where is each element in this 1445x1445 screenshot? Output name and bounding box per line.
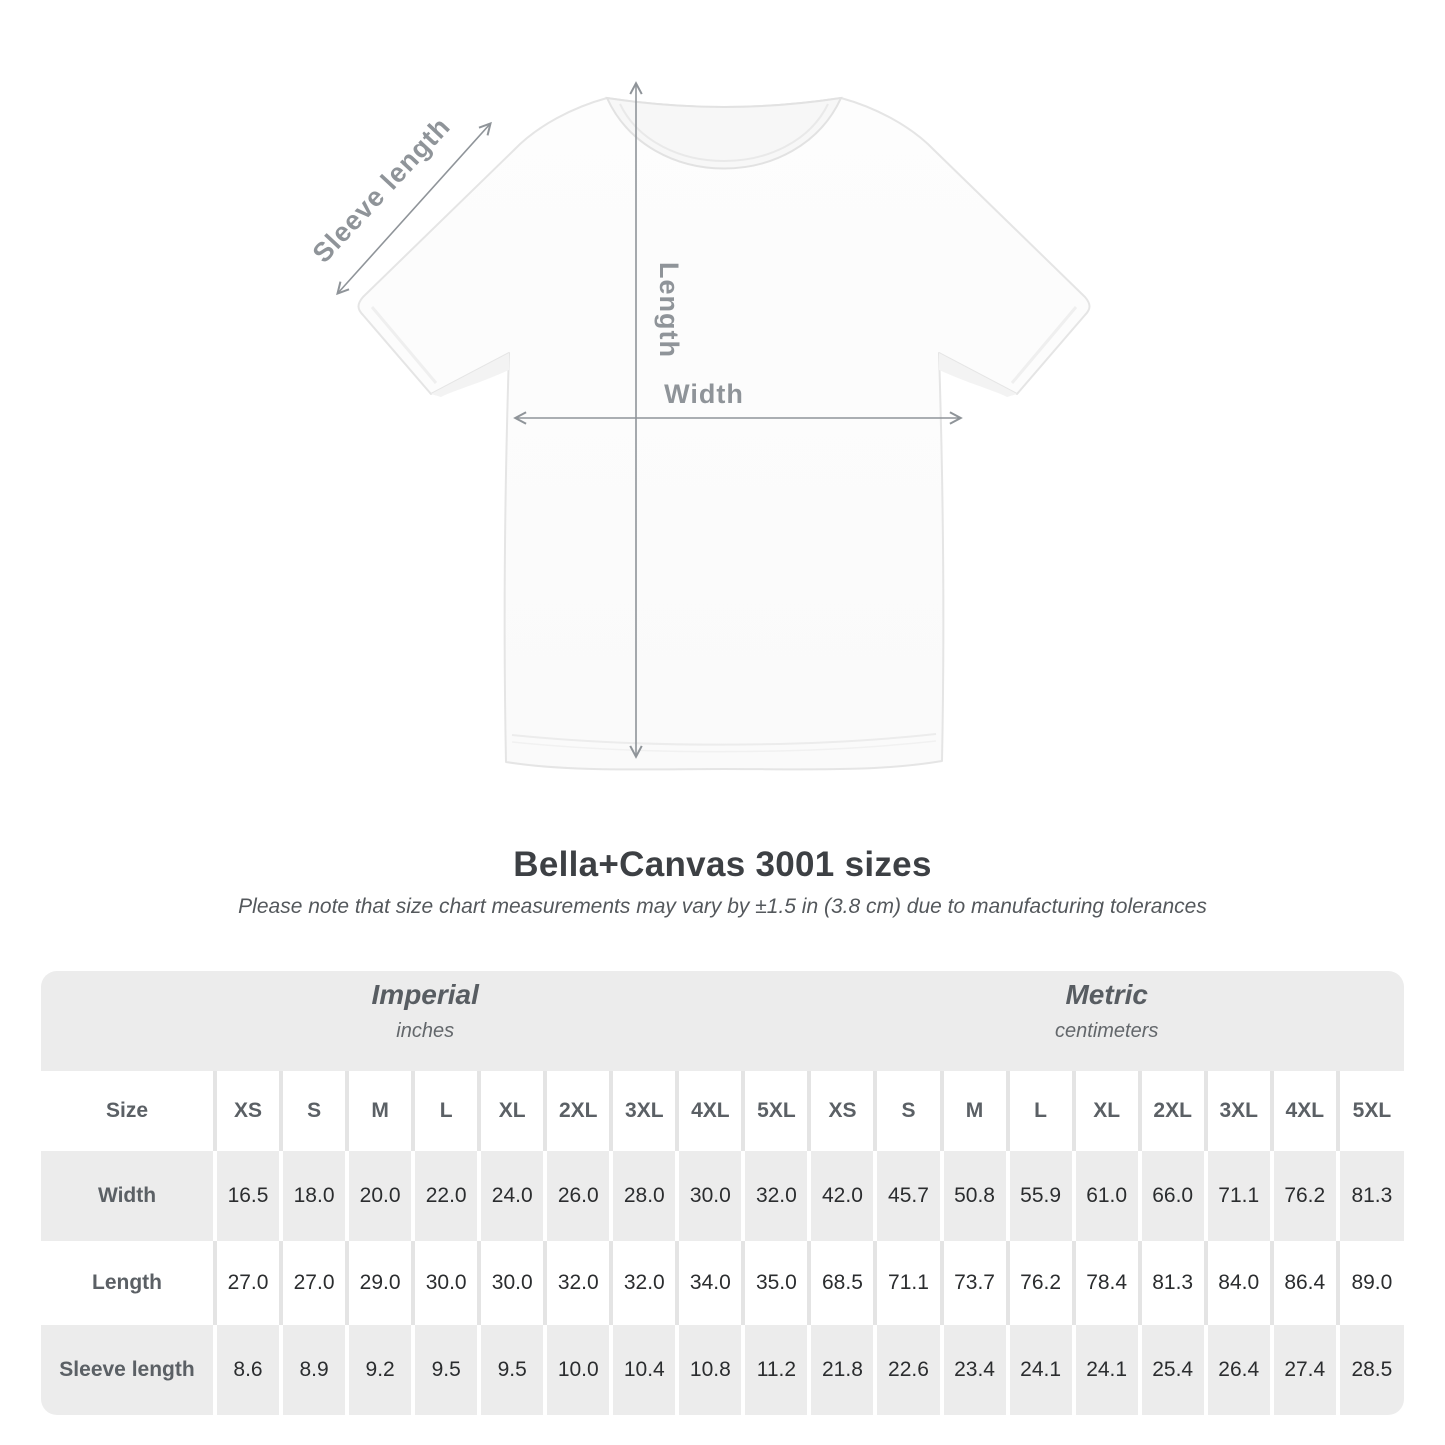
- value-cell: 68.5: [809, 1241, 875, 1325]
- size-column-header: Size: [105, 1099, 149, 1122]
- value-cell: 81.3: [1140, 1241, 1206, 1325]
- value-cell: 45.7: [875, 1151, 941, 1241]
- value-cell: 32.0: [611, 1241, 677, 1325]
- value-cell: 8.6: [215, 1325, 281, 1415]
- metric-unit: centimeters: [1055, 1020, 1159, 1042]
- row-label-length: Length: [92, 1271, 162, 1294]
- row-label-width: Width: [97, 1184, 157, 1207]
- sleeve-length-row: [41, 1325, 1404, 1415]
- value-cell: 25.4: [1140, 1325, 1206, 1415]
- value-cell: 30.0: [479, 1241, 545, 1325]
- imperial-label: Imperial: [371, 979, 479, 1010]
- width-row: [41, 1151, 1404, 1241]
- length-label: Length: [654, 262, 684, 358]
- value-cell: 21.8: [809, 1325, 875, 1415]
- value-cell: 84.0: [1206, 1241, 1272, 1325]
- imperial-unit: inches: [396, 1020, 455, 1042]
- tolerance-note: Please note that size chart measurements may vary by ±1.5 in (3.8 cm) due to manufacturing tolerances: [238, 895, 1207, 918]
- value-cell: 24.1: [1074, 1325, 1140, 1415]
- value-cell: 32.0: [743, 1151, 809, 1241]
- value-cell: 71.1: [1206, 1151, 1272, 1241]
- value-cell: 28.5: [1338, 1325, 1404, 1415]
- value-cell: 24.1: [1008, 1325, 1074, 1415]
- value-cell: 61.0: [1074, 1151, 1140, 1241]
- size-header: L: [1008, 1071, 1074, 1151]
- value-cell: 30.0: [677, 1151, 743, 1241]
- value-cell: 32.0: [545, 1241, 611, 1325]
- size-header: 2XL: [1140, 1071, 1206, 1151]
- size-header: XS: [809, 1071, 875, 1151]
- value-cell: 89.0: [1338, 1241, 1404, 1325]
- size-header: 5XL: [743, 1071, 809, 1151]
- value-cell: 9.5: [479, 1325, 545, 1415]
- value-cell: 27.4: [1272, 1325, 1338, 1415]
- size-header: S: [281, 1071, 347, 1151]
- tshirt-body: [359, 98, 1090, 769]
- size-header: XL: [479, 1071, 545, 1151]
- value-cell: 10.0: [545, 1325, 611, 1415]
- width-label: Width: [664, 379, 744, 409]
- value-cell: 28.0: [611, 1151, 677, 1241]
- size-header: S: [875, 1071, 941, 1151]
- imperial-group-header: [41, 971, 809, 1071]
- size-header: 4XL: [677, 1071, 743, 1151]
- length-row: [41, 1241, 1404, 1325]
- size-header: L: [413, 1071, 479, 1151]
- size-header-row: [41, 1071, 1404, 1151]
- value-cell: 35.0: [743, 1241, 809, 1325]
- value-cell: 81.3: [1338, 1151, 1404, 1241]
- value-cell: 20.0: [347, 1151, 413, 1241]
- value-cell: 11.2: [743, 1325, 809, 1415]
- value-cell: 8.9: [281, 1325, 347, 1415]
- value-cell: 50.8: [942, 1151, 1008, 1241]
- value-cell: 22.6: [875, 1325, 941, 1415]
- value-cell: 27.0: [281, 1241, 347, 1325]
- size-table: [41, 971, 1404, 1415]
- size-header: M: [942, 1071, 1008, 1151]
- value-cell: 66.0: [1140, 1151, 1206, 1241]
- size-header: 5XL: [1338, 1071, 1404, 1151]
- value-cell: 86.4: [1272, 1241, 1338, 1325]
- sleeve-length-label: Sleeve length: [306, 111, 457, 269]
- value-cell: 76.2: [1272, 1151, 1338, 1241]
- metric-label: Metric: [1065, 979, 1148, 1010]
- size-header: M: [347, 1071, 413, 1151]
- value-cell: 16.5: [215, 1151, 281, 1241]
- size-header: 3XL: [1206, 1071, 1272, 1151]
- size-header: 2XL: [545, 1071, 611, 1151]
- value-cell: 22.0: [413, 1151, 479, 1241]
- page-title: Bella+Canvas 3001 sizes: [513, 845, 932, 884]
- size-header: 3XL: [611, 1071, 677, 1151]
- value-cell: 34.0: [677, 1241, 743, 1325]
- size-header: XS: [215, 1071, 281, 1151]
- value-cell: 9.5: [413, 1325, 479, 1415]
- value-cell: 71.1: [875, 1241, 941, 1325]
- size-header: XL: [1074, 1071, 1140, 1151]
- value-cell: 30.0: [413, 1241, 479, 1325]
- metric-group-header: [809, 971, 1404, 1071]
- row-label-sleeve-length: Sleeve length: [59, 1358, 195, 1381]
- value-cell: 10.4: [611, 1325, 677, 1415]
- value-cell: 78.4: [1074, 1241, 1140, 1325]
- value-cell: 18.0: [281, 1151, 347, 1241]
- value-cell: 73.7: [942, 1241, 1008, 1325]
- value-cell: 55.9: [1008, 1151, 1074, 1241]
- size-header: 4XL: [1272, 1071, 1338, 1151]
- value-cell: 29.0: [347, 1241, 413, 1325]
- value-cell: 10.8: [677, 1325, 743, 1415]
- value-cell: 24.0: [479, 1151, 545, 1241]
- value-cell: 42.0: [809, 1151, 875, 1241]
- value-cell: 26.4: [1206, 1325, 1272, 1415]
- value-cell: 26.0: [545, 1151, 611, 1241]
- value-cell: 9.2: [347, 1325, 413, 1415]
- value-cell: 76.2: [1008, 1241, 1074, 1325]
- value-cell: 23.4: [942, 1325, 1008, 1415]
- unit-group-row: [41, 971, 1404, 1071]
- value-cell: 27.0: [215, 1241, 281, 1325]
